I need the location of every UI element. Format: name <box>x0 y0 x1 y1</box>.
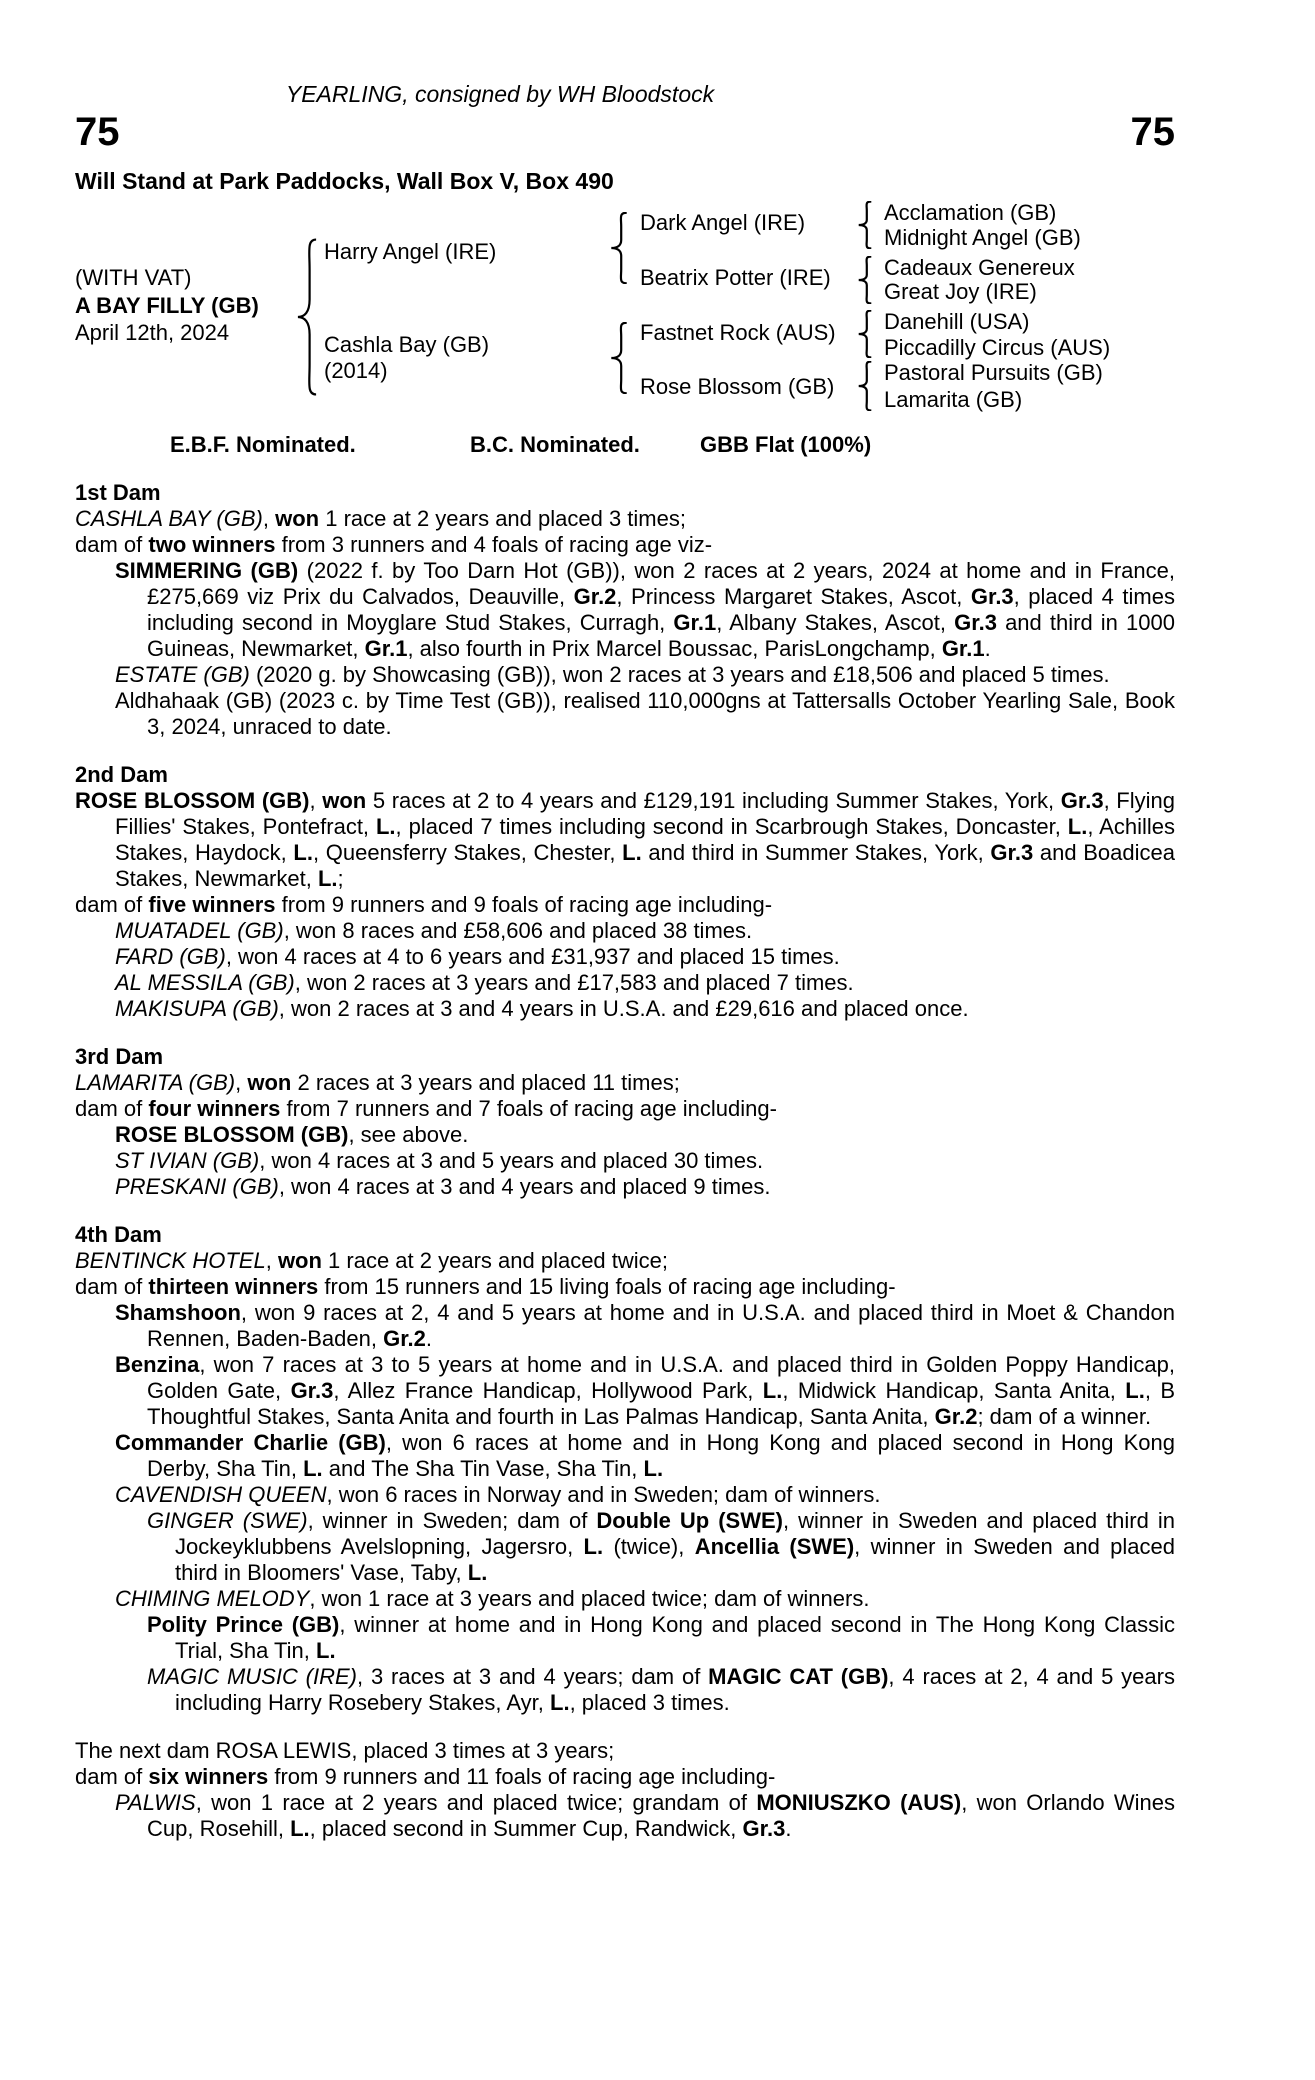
text-run: L. <box>622 840 642 865</box>
text-run: , winner in Sweden; dam of <box>307 1508 597 1533</box>
text-run: MAGIC CAT (GB) <box>708 1664 889 1689</box>
text-run: The next dam ROSA LEWIS, placed 3 times at 3 years; <box>75 1738 615 1763</box>
text-run: L. <box>583 1534 604 1559</box>
text-run: Commander Charlie (GB) <box>115 1430 386 1455</box>
text-run: Gr.2 <box>573 584 617 609</box>
text-run: and Boadicea Stakes, Newmarket, <box>115 840 1175 891</box>
text-run: L. <box>762 1378 783 1403</box>
text-run: PALWIS <box>115 1790 196 1815</box>
pedigree-brace-icon <box>608 212 630 284</box>
text-run: , won 8 races and £58,606 and placed 38 times. <box>283 918 753 943</box>
pedigree-brace-icon <box>856 256 874 304</box>
text-run: Gr.3 <box>954 610 997 635</box>
catalog-paragraph <box>75 662 1175 688</box>
text-run: , Albany Stakes, Ascot, <box>716 610 955 635</box>
text-run: , won 4 races at 3 and 5 years and placed 30 times. <box>259 1148 764 1173</box>
dam-section-heading: 1st Dam <box>75 480 161 505</box>
text-run: two winners <box>148 532 276 557</box>
text-run: , also fourth in Prix Marcel Boussac, ParisLongchamp, <box>407 636 942 661</box>
text-run: , won 1 race at 3 years and placed twice; dam of winners. <box>309 1586 870 1611</box>
text-run: , Queensferry Stakes, Chester, <box>312 840 623 865</box>
catalog-page <box>0 80 1315 2080</box>
text-run: won <box>322 788 367 813</box>
text-run: , winner in Sweden and placed third in Jockeyklubbens Avelslopning, Jagersro, <box>175 1508 1175 1559</box>
catalog-paragraph <box>75 970 1175 996</box>
text-run: Gr.1 <box>673 610 717 635</box>
pedigree-dam: Cashla Bay (GB) <box>324 332 490 357</box>
text-run: ST IVIAN (GB) <box>115 1148 260 1173</box>
text-run: , won 4 races at 3 and 4 years and placed 9 times. <box>278 1174 771 1199</box>
pedigree-gen3-5: Danehill (USA) <box>884 309 1030 334</box>
text-run: BENTINCK HOTEL <box>75 1248 266 1273</box>
text-run: , Achilles Stakes, Haydock, <box>115 814 1175 865</box>
pedigree-gen3-2: Midnight Angel (GB) <box>884 225 1081 250</box>
text-run: from 9 runners and 9 foals of racing age including- <box>275 892 773 917</box>
text-run: Ancellia (SWE) <box>694 1534 855 1559</box>
text-run: , winner at home and in Hong Kong and placed second in The Hong Kong Classic Trial, Sha Tin, <box>175 1612 1175 1663</box>
text-run: L. <box>375 814 396 839</box>
text-run: (2022 f. by Too Darn Hot (GB)), won 2 races at 2 years, 2024 at home and in France, £275,669 viz Prix du Calvados, Deauville, <box>147 558 1175 609</box>
text-run: , placed 4 times including second in Moyglare Stud Stakes, Curragh, <box>147 584 1175 635</box>
pedigree-chart <box>0 200 1315 432</box>
text-run: ; dam of a winner. <box>977 1404 1152 1429</box>
vat-note: (WITH VAT) <box>75 265 192 290</box>
text-run: Gr.1 <box>364 636 408 661</box>
text-run: and The Sha Tin Vase, Sha Tin, <box>322 1456 644 1481</box>
pedigree-brace-icon <box>294 238 320 396</box>
pedigree-dam-year: (2014) <box>324 358 388 383</box>
text-run: Aldhahaak (GB) (2023 c. by Time Test (GB)), realised 110,000gns at Tattersalls October Yearling Sale, Book 3, 2024, unraced to date. <box>115 688 1175 739</box>
dam-section <box>75 762 1175 1022</box>
pedigree-sire: Harry Angel (IRE) <box>324 239 497 264</box>
text-run: won <box>247 1070 292 1095</box>
text-run: dam of <box>75 532 149 557</box>
text-run: , <box>309 788 323 813</box>
dam-section-heading: 3rd Dam <box>75 1044 164 1069</box>
pedigree-gen3-7: Pastoral Pursuits (GB) <box>884 360 1103 385</box>
consignment-line: YEARLING, consigned by WH Bloodstock <box>285 81 715 107</box>
text-run: , see above. <box>348 1122 469 1147</box>
text-run: won <box>275 506 320 531</box>
pedigree-gen3-3: Cadeaux Genereux <box>884 255 1075 280</box>
text-run: Gr.2 <box>934 1404 978 1429</box>
catalog-paragraph <box>75 1764 1175 1790</box>
text-run: Gr.2 <box>383 1326 426 1351</box>
text-run: , won 4 races at 4 to 6 years and £31,937 and placed 15 times. <box>225 944 840 969</box>
catalog-paragraph <box>75 1508 1175 1586</box>
text-run: , Allez France Handicap, Hollywood Park, <box>333 1378 763 1403</box>
text-run: . <box>425 1326 433 1351</box>
text-run: SIMMERING (GB) <box>115 558 299 583</box>
catalog-paragraph <box>75 892 1175 918</box>
pedigree-gen3-6: Piccadilly Circus (AUS) <box>884 335 1111 360</box>
text-run: L. <box>316 1638 336 1663</box>
catalog-paragraph <box>75 1174 1175 1200</box>
text-run: 2 races at 3 years and placed 11 times; <box>291 1070 680 1095</box>
dam-section <box>75 480 1175 740</box>
text-run: , won 1 race at 2 years and placed twice; grandam of <box>195 1790 757 1815</box>
dam-section <box>75 1222 1175 1716</box>
text-run: from 9 runners and 11 foals of racing age including- <box>268 1764 776 1789</box>
pedigree-brace-icon <box>608 322 630 394</box>
text-run: , won Orlando Wines Cup, Rosehill, <box>147 1790 1175 1841</box>
pedigree-gen3-4: Great Joy (IRE) <box>884 279 1037 304</box>
text-run: from 15 runners and 15 living foals of racing age including- <box>318 1274 896 1299</box>
text-run: dam of <box>75 892 149 917</box>
text-run: ; <box>337 866 344 891</box>
text-run: L. <box>550 1690 570 1715</box>
catalog-paragraph <box>75 558 1175 662</box>
text-run: L. <box>303 1456 323 1481</box>
text-run: and third in Summer Stakes, York, <box>641 840 991 865</box>
text-run: dam of <box>75 1096 149 1121</box>
catalog-paragraph <box>75 1300 1175 1352</box>
text-run: FARD (GB) <box>115 944 226 969</box>
catalog-paragraph <box>75 506 1175 532</box>
text-run: CHIMING MELODY <box>115 1586 310 1611</box>
lot-number-row <box>0 110 1315 154</box>
catalog-paragraph <box>75 996 1175 1022</box>
text-run: , won 7 races at 3 to 5 years at home and in U.S.A. and placed third in Golden Poppy Handicap, Golden Gate, <box>147 1352 1175 1403</box>
text-run: Gr.3 <box>990 840 1034 865</box>
text-run: , B Thoughtful Stakes, Santa Anita and fourth in Las Palmas Handicap, Santa Anita, <box>147 1378 1176 1429</box>
text-run: from 3 runners and 4 foals of racing age viz- <box>275 532 713 557</box>
text-run: Gr.1 <box>941 636 985 661</box>
catalog-paragraph <box>75 1352 1175 1430</box>
text-run: ROSE BLOSSOM (GB) <box>75 788 310 813</box>
text-run: , won 6 races in Norway and in Sweden; dam of winners. <box>326 1482 881 1507</box>
text-run: . <box>984 636 991 661</box>
text-run: , placed 3 times. <box>569 1690 730 1715</box>
catalog-paragraph <box>75 1612 1175 1664</box>
catalog-paragraph <box>75 1586 1175 1612</box>
foal-date: April 12th, 2024 <box>75 320 230 345</box>
gbb-flat: GBB Flat (100%) <box>700 432 872 457</box>
text-run: , Midwick Handicap, Santa Anita, <box>782 1378 1126 1403</box>
text-run: GINGER (SWE) <box>147 1508 308 1533</box>
horse-name: A BAY FILLY (GB) <box>75 293 259 318</box>
text-run: dam of <box>75 1764 149 1789</box>
text-run: CASHLA BAY (GB) <box>75 506 263 531</box>
text-run: , winner in Sweden and placed third in Bloomers' Vase, Taby, <box>175 1534 1175 1585</box>
pedigree-brace-icon <box>856 310 874 358</box>
text-run: L. <box>643 1456 664 1481</box>
text-run: 1 race at 2 years and placed 3 times; <box>319 506 686 531</box>
text-run: Gr.3 <box>290 1378 334 1403</box>
text-run: LAMARITA (GB) <box>75 1070 236 1095</box>
text-run: PRESKANI (GB) <box>115 1174 279 1199</box>
catalog-paragraph <box>75 1430 1175 1482</box>
lot-number-right: 75 <box>1130 110 1175 154</box>
catalog-paragraph <box>75 788 1175 892</box>
catalog-paragraph <box>75 1274 1175 1300</box>
text-run: L. <box>293 840 313 865</box>
dam-section-heading: 4th Dam <box>75 1222 162 1247</box>
text-run: six winners <box>148 1764 269 1789</box>
catalog-paragraph <box>75 532 1175 558</box>
text-run: , <box>235 1070 248 1095</box>
catalog-paragraph <box>75 1738 1175 1764</box>
text-run: , won 2 races at 3 years and £17,583 and placed 7 times. <box>294 970 854 995</box>
text-run: and third in 1000 Guineas, Newmarket, <box>147 610 1175 661</box>
text-run: , Flying Fillies' Stakes, Pontefract, <box>115 788 1175 839</box>
nominations-row <box>0 432 1315 458</box>
text-run: Polity Prince (GB) <box>147 1612 340 1637</box>
pedigree-sire-dam: Beatrix Potter (IRE) <box>640 265 831 290</box>
text-run: , Princess Margaret Stakes, Ascot, <box>616 584 971 609</box>
text-run: , placed 7 times including second in Scarbrough Stakes, Doncaster, <box>395 814 1068 839</box>
text-run: MAGIC MUSIC (IRE) <box>147 1664 358 1689</box>
text-run: L. <box>290 1816 310 1841</box>
text-run: L. <box>1125 1378 1145 1403</box>
dam-section <box>75 1738 1175 1842</box>
text-run: , 4 races at 2, 4 and 5 years including Harry Rosebery Stakes, Ayr, <box>175 1664 1175 1715</box>
text-run: from 7 runners and 7 foals of racing age including- <box>280 1096 777 1121</box>
text-run: Double Up (SWE) <box>596 1508 783 1533</box>
text-run: L. <box>317 866 338 891</box>
pedigree-brace-icon <box>856 361 874 411</box>
text-run: Gr.3 <box>1060 788 1104 813</box>
text-run: , placed second in Summer Cup, Randwick, <box>309 1816 743 1841</box>
text-run: Gr.3 <box>742 1816 786 1841</box>
catalog-paragraph <box>75 1482 1175 1508</box>
text-run: , 3 races at 3 and 4 years; dam of <box>357 1664 709 1689</box>
text-run: won <box>277 1248 322 1273</box>
dam-section <box>75 1044 1175 1200</box>
text-run: (2020 g. by Showcasing (GB)), won 2 races at 3 years and £18,506 and placed 5 times. <box>249 662 1110 687</box>
catalog-paragraph <box>75 1248 1175 1274</box>
pedigree-gen3-8: Lamarita (GB) <box>884 387 1023 412</box>
catalog-paragraph <box>75 688 1175 740</box>
catalog-paragraph <box>75 1664 1175 1716</box>
text-run: ESTATE (GB) <box>115 662 250 687</box>
pedigree-sire-sire: Dark Angel (IRE) <box>640 210 806 235</box>
text-run: MAKISUPA (GB) <box>115 996 279 1021</box>
text-run: 5 races at 2 to 4 years and £129,191 including Summer Stakes, York, <box>366 788 1061 813</box>
catalog-paragraph <box>75 1122 1175 1148</box>
pedigree-dam-sire: Fastnet Rock (AUS) <box>640 320 836 345</box>
lot-number-left: 75 <box>75 110 120 154</box>
catalog-paragraph <box>75 944 1175 970</box>
text-run: CAVENDISH QUEEN <box>115 1482 327 1507</box>
text-run: MONIUSZKO (AUS) <box>756 1790 962 1815</box>
catalog-paragraph <box>75 1790 1175 1842</box>
ebf-nominated: E.B.F. Nominated. <box>170 432 356 457</box>
text-run: , won 9 races at 2, 4 and 5 years at home and in U.S.A. and placed third in Moet & Chandon Rennen, Baden-Baden, <box>147 1300 1175 1351</box>
text-run: thirteen winners <box>148 1274 319 1299</box>
text-run: L. <box>1067 814 1088 839</box>
stand-location-line: Will Stand at Park Paddocks, Wall Box V, Box 490 <box>75 168 614 194</box>
text-run: (twice), <box>603 1534 695 1559</box>
text-run: , <box>262 506 276 531</box>
text-run: , won 2 races at 3 and 4 years in U.S.A. and £29,616 and placed once. <box>278 996 969 1021</box>
text-run: 1 race at 2 years and placed twice; <box>321 1248 669 1273</box>
catalog-paragraph <box>75 1070 1175 1096</box>
pedigree-dam-dam: Rose Blossom (GB) <box>640 374 835 399</box>
dam-section-heading: 2nd Dam <box>75 762 168 787</box>
catalog-paragraph <box>75 918 1175 944</box>
text-run: AL MESSILA (GB) <box>115 970 295 995</box>
text-run: four winners <box>148 1096 281 1121</box>
text-run: Shamshoon <box>115 1300 241 1325</box>
text-run: , <box>265 1248 278 1273</box>
dam-text-sections <box>0 480 1315 1842</box>
text-run: , won 6 races at home and in Hong Kong and placed second in Hong Kong Derby, Sha Tin, <box>147 1430 1175 1481</box>
pedigree-brace-icon <box>856 201 874 249</box>
catalog-paragraph <box>75 1096 1175 1122</box>
text-run: Gr.3 <box>970 584 1014 609</box>
text-run: MUATADEL (GB) <box>115 918 284 943</box>
bc-nominated: B.C. Nominated. <box>470 432 640 457</box>
text-run: ROSE BLOSSOM (GB) <box>115 1122 349 1147</box>
text-run: L. <box>467 1560 488 1585</box>
pedigree-gen3-1: Acclamation (GB) <box>884 200 1057 225</box>
text-run: . <box>785 1816 792 1841</box>
catalog-paragraph <box>75 1148 1175 1174</box>
text-run: Benzina <box>115 1352 200 1377</box>
text-run: five winners <box>148 892 276 917</box>
text-run: dam of <box>75 1274 149 1299</box>
